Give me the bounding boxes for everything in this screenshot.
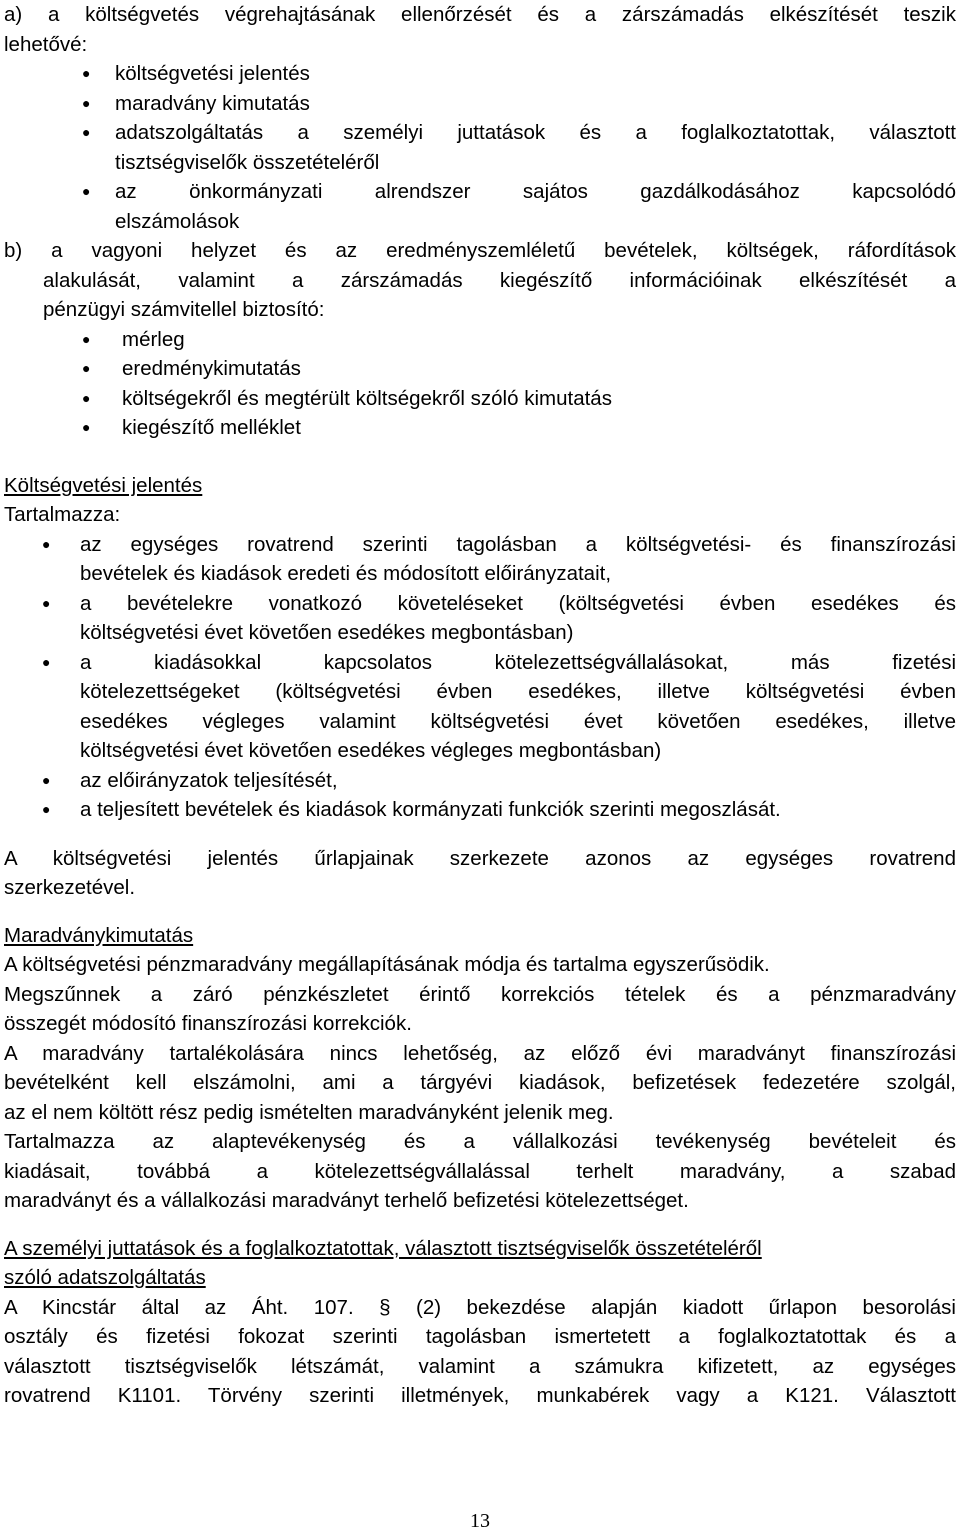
personnel-paragraph [4,1293,956,1411]
bullet-icon: ● [42,594,51,611]
text-line: eredménykimutatás [122,357,301,380]
list-a [4,59,956,236]
list-item [4,413,956,443]
bullet-icon: ● [42,771,51,788]
text-line: A személyi juttatások és a foglalkoztatottak, választott tisztségviselők összetételéről [4,1236,762,1260]
residual-heading: Maradványkimutatás [4,923,194,947]
list-item [4,648,956,766]
bullet-icon: ● [42,653,51,670]
text-line: adatszolgáltatás a személyi juttatások és a foglalkoztatottak, választott [115,121,956,144]
text-line: kötelezettségeket (költségvetési évben esedékes, illetve költségvetési évben [80,680,956,703]
text-line: tisztségviselők összetételéről [115,150,380,174]
text-line: kiadásait, továbbá a kötelezettségvállalással terhelt maradvány, a szabad [4,1159,956,1183]
text-line: Megszűnnek a záró pénzkészletet érintő korrekciós tételek és a pénzmaradvány [4,982,956,1006]
text-line: b) a vagyoni helyzet és az eredményszemléletű bevételek, költségek, ráfordítások [4,239,956,262]
text-line: költségvetési évet követően esedékes megbontásban) [80,621,574,644]
text-line: összegét módosító finanszírozási korrekciók. [4,1012,412,1035]
list-item [4,589,956,648]
bullet-icon: ● [82,65,91,81]
text-line: maradványt és a vállalkozási maradványt terhelő befizetési kötelezettséget. [4,1189,689,1212]
text-line: lehetővé: [4,32,88,56]
bullet-icon: ● [82,183,91,199]
text-line: osztály és fizetési fokozat szerinti tagolásban ismertetett a foglalkoztatottak és a [4,1325,956,1348]
text-line: bevételként kell elszámolni, ami a tárgyévi kiadások, befizetések fedezetére szolgál, [4,1071,956,1094]
text-line: szerkezetével. [4,876,136,899]
bullet-icon: ● [82,360,91,376]
intro-paragraph [4,0,956,59]
list-item [4,530,956,589]
text-line: választott tisztségviselők létszámát, valamint a számukra kifizetett, az egységes [4,1354,956,1378]
section-b-paragraph [4,236,956,325]
text-line: A költségvetési pénzmaradvány megállapításának módja és tartalma egyszerűsödik. [4,953,770,976]
budget-report-list [4,530,956,825]
text-line: A Kincstár által az Áht. 107. § (2) bekezdése alapján kiadott űrlapon besorolási [4,1295,956,1319]
list-item [4,795,956,825]
list-b [4,325,956,443]
list-item [4,59,956,89]
list-item [4,89,956,119]
text-line: Tartalmazza az alaptevékenység és a vállalkozási tevékenység bevételeit és [4,1130,956,1153]
bullet-icon: ● [82,330,91,347]
list-item [4,354,956,384]
text-line: A maradvány tartalékolására nincs lehetőség, az előző évi maradványt finanszírozási [4,1041,956,1065]
budget-report-heading: Költségvetési jelentés [4,473,203,497]
text-line: elszámolások [115,209,240,233]
text-line: az önkormányzati alrendszer sajátos gazdálkodásához kapcsolódó [115,180,956,203]
bullet-icon: ● [42,801,51,817]
text-line: bevételek és kiadások eredeti és módosított előirányzatait, [80,562,612,585]
text-line: költségvetési jelentés [115,62,310,85]
bullet-icon: ● [82,124,91,140]
bullet-icon: ● [42,535,51,552]
list-item [4,325,956,355]
text-line: A költségvetési jelentés űrlapjainak szerkezete azonos az egységes rovatrend [4,846,956,870]
text-line: szóló adatszolgáltatás [4,1266,206,1289]
document-page [4,0,956,1411]
residual-paragraph [4,1039,956,1128]
text-line: az el nem költött rész pedig ismételten maradványként jelenik meg. [4,1100,614,1124]
text-line: alakulását, valamint a zárszámadás kiegészítő információinak elkészítését a [43,268,956,292]
text-line: a teljesített bevételek és kiadások kormányzati funkciók szerinti megoszlását. [80,798,781,821]
residual-paragraph [4,950,956,1039]
text-line: kiegészítő melléklet [122,416,301,439]
text-line: az egységes rovatrend szerinti tagolásban a költségvetési- és finanszírozási [80,532,956,556]
text-line: esedékes végleges valamint költségvetési évet követően esedékes, illetve [80,709,956,733]
text-line: az előirányzatok teljesítését, [80,768,338,792]
bullet-icon: ● [82,94,91,111]
text-line: mérleg [122,327,185,351]
text-line: a bevételekre vonatkozó követeléseket (költségvetési évben esedékes és [80,591,956,615]
list-item [4,766,956,796]
list-item [4,118,956,177]
text-line: maradvány kimutatás [115,91,310,115]
list-item [4,384,956,414]
personnel-heading [4,1234,956,1293]
text-line: költségekről és megtérült költségekről szóló kimutatás [122,386,612,410]
residual-paragraph [4,1127,956,1216]
budget-report-closing [4,844,956,903]
bullet-icon: ● [82,419,91,435]
text-line: költségvetési évet követően esedékes végleges megbontásban) [80,739,662,762]
page-number: 13 [470,1510,490,1532]
bullet-icon: ● [82,389,91,406]
budget-report-intro: Tartalmazza: [4,503,121,526]
text-line: pénzügyi számvitellel biztosító: [43,298,325,321]
list-item [4,177,956,236]
text-line: rovatrend K1101. Törvény szerinti illetmények, munkabérek vagy a K121. Választott [4,1384,956,1407]
text-line: a) a költségvetés végrehajtásának ellenőrzését és a zárszámadás elkészítését teszik [4,3,956,26]
text-line: a kiadásokkal kapcsolatos kötelezettségvállalásokat, más fizetési [80,650,956,674]
